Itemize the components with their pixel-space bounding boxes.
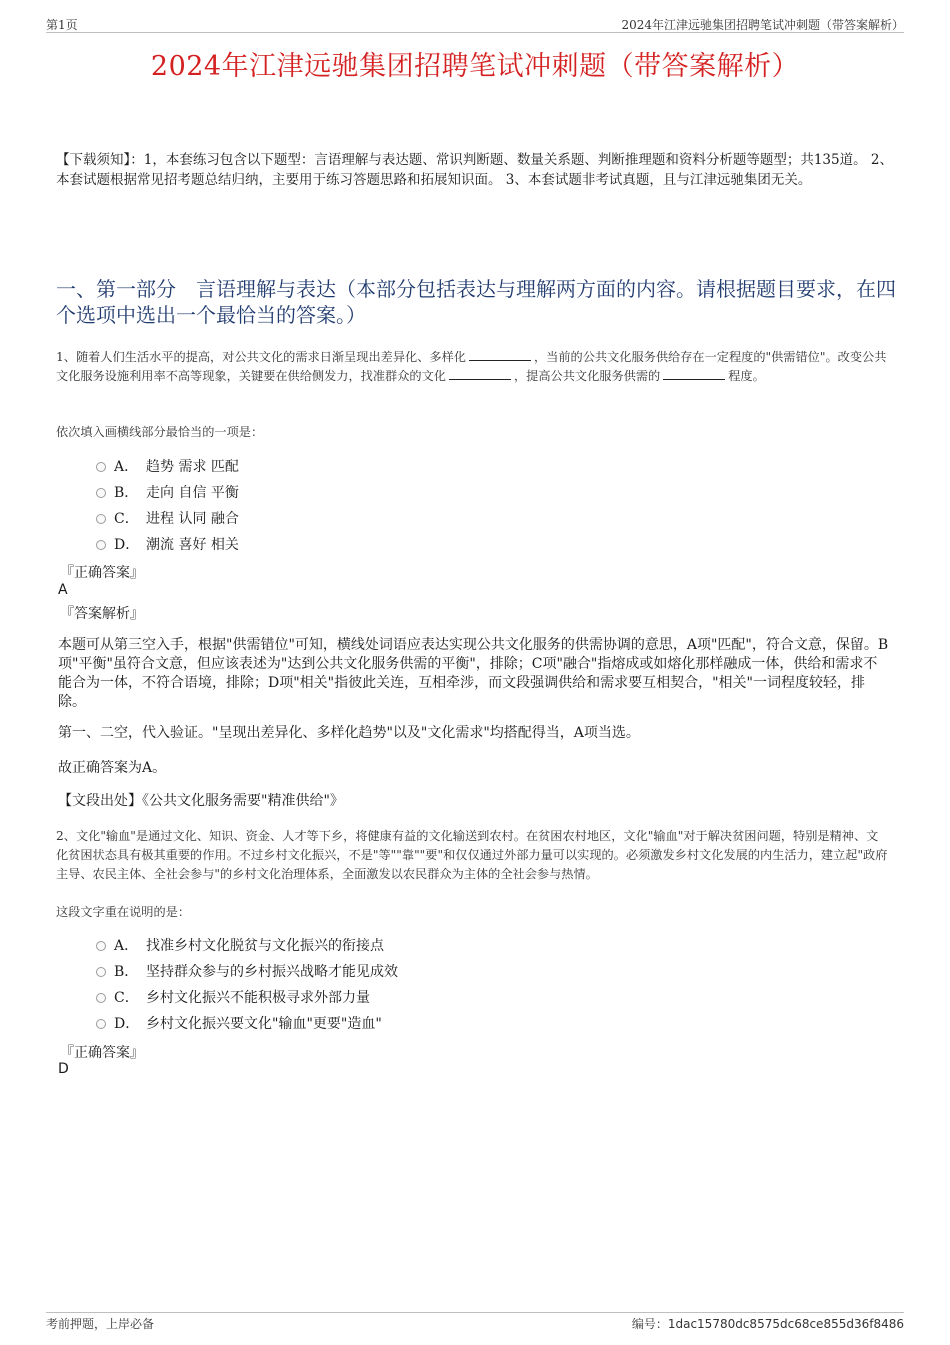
- page-footer: [46, 1312, 904, 1331]
- document-title: 2024年江津远驰集团招聘笔试冲刺题（带答案解析）: [150, 51, 800, 82]
- question-2-stem: 2、文化"输血"是通过文化、知识、资金、人才等下乡，将健康有益的文化输送到农村。在贫困农村地区，文化"输血"对于解决贫困问题，特别是精神、文化贫困状态具有极其重要的作用。不过乡村文化振兴，不是"等""靠""要"和仅仅通过外部力量可以实现的。必须激发乡村文化发展的内生活力，建立起"政府主导、农民主体、全社会参与"的乡村文化治理体系，全面激发以农民群众为主体的全社会参与热情。: [56, 829, 888, 881]
- analysis-label: 『答案解析』: [60, 606, 144, 622]
- fill-blank: [663, 367, 725, 380]
- download-notice: 【下载须知】：1，本套练习包含以下题型：言语理解与表达题、常识判断题、数量关系题、判断推理题和资料分析题等题型；共135道。 2、本套试题根据常见招考题总结归纳，主要用于练习答题思路和拓展知识面。 3、本套试题非考试真题，且与江津远驰集团无关。: [56, 152, 893, 188]
- correct-answer: D: [58, 1061, 69, 1077]
- radio-button[interactable]: [96, 540, 106, 550]
- analysis-paragraph: 本题可从第三空入手，根据"供需错位"可知，横线处词语应表达实现公共文化服务的供需协调的意思，A项"匹配"，符合文意，保留。B项"平衡"虽符合文意，但应该表述为"达到公共文化服务供需的平衡"，排除；C项"融合"指熔成或如熔化那样融成一体，供给和需求不能合为一体，不符合语境，排除；D项"相关"指彼此关连，互相牵涉，而文段强调供给和需求要互相契合，"相关"一词程度较轻，排除。: [58, 637, 889, 710]
- document-code: 编号：1dac15780dc8575dc68ce855d36f8486: [631, 1317, 904, 1331]
- correct-answer-label: 『正确答案』: [60, 1045, 144, 1061]
- radio-button[interactable]: [96, 514, 106, 524]
- radio-button[interactable]: [96, 941, 106, 951]
- section-heading: 一、第一部分 言语理解与表达（本部分包括表达与理解两方面的内容。请根据题目要求，在四个选项中选出一个最恰当的答案。）: [56, 277, 896, 327]
- radio-button[interactable]: [96, 993, 106, 1003]
- radio-button[interactable]: [96, 462, 106, 472]
- radio-button[interactable]: [96, 967, 106, 977]
- fill-blank: [469, 348, 531, 361]
- header-doc-title: 2024年江津远驰集团招聘笔试冲刺题（带答案解析）: [621, 18, 904, 32]
- radio-button[interactable]: [96, 488, 106, 498]
- fill-blank: [449, 367, 511, 380]
- question-1-stem: 1、随着人们生活水平的提高，对公共文化的需求日渐呈现出差异化、多样化 ，当前的公共文化服务供给存在一定程度的"供需错位"。改变公共文化服务设施利用率不高等现象，关键要在供给侧发力，找准群众的文化 ，提高公共文化服务供需的 程度。: [56, 350, 887, 383]
- correct-answer: A: [58, 582, 68, 598]
- footer-slogan: 考前押题，上岸必备: [46, 1317, 155, 1331]
- page-number: 第1页: [46, 18, 78, 32]
- page-header: [46, 14, 904, 33]
- radio-button[interactable]: [96, 1019, 106, 1029]
- analysis-paragraph: 第一、二空，代入验证。"呈现出差异化、多样化趋势"以及"文化需求"均搭配得当，A项当选。: [58, 725, 640, 741]
- question-2-prompt: 这段文字重在说明的是：: [56, 905, 191, 919]
- analysis-conclusion: 故正确答案为A。: [58, 760, 167, 776]
- text-source: 【文段出处】《公共文化服务需要"精准供给"》: [58, 793, 344, 809]
- question-1-prompt: 依次填入画横线部分最恰当的一项是：: [56, 425, 264, 439]
- correct-answer-label: 『正确答案』: [60, 565, 144, 581]
